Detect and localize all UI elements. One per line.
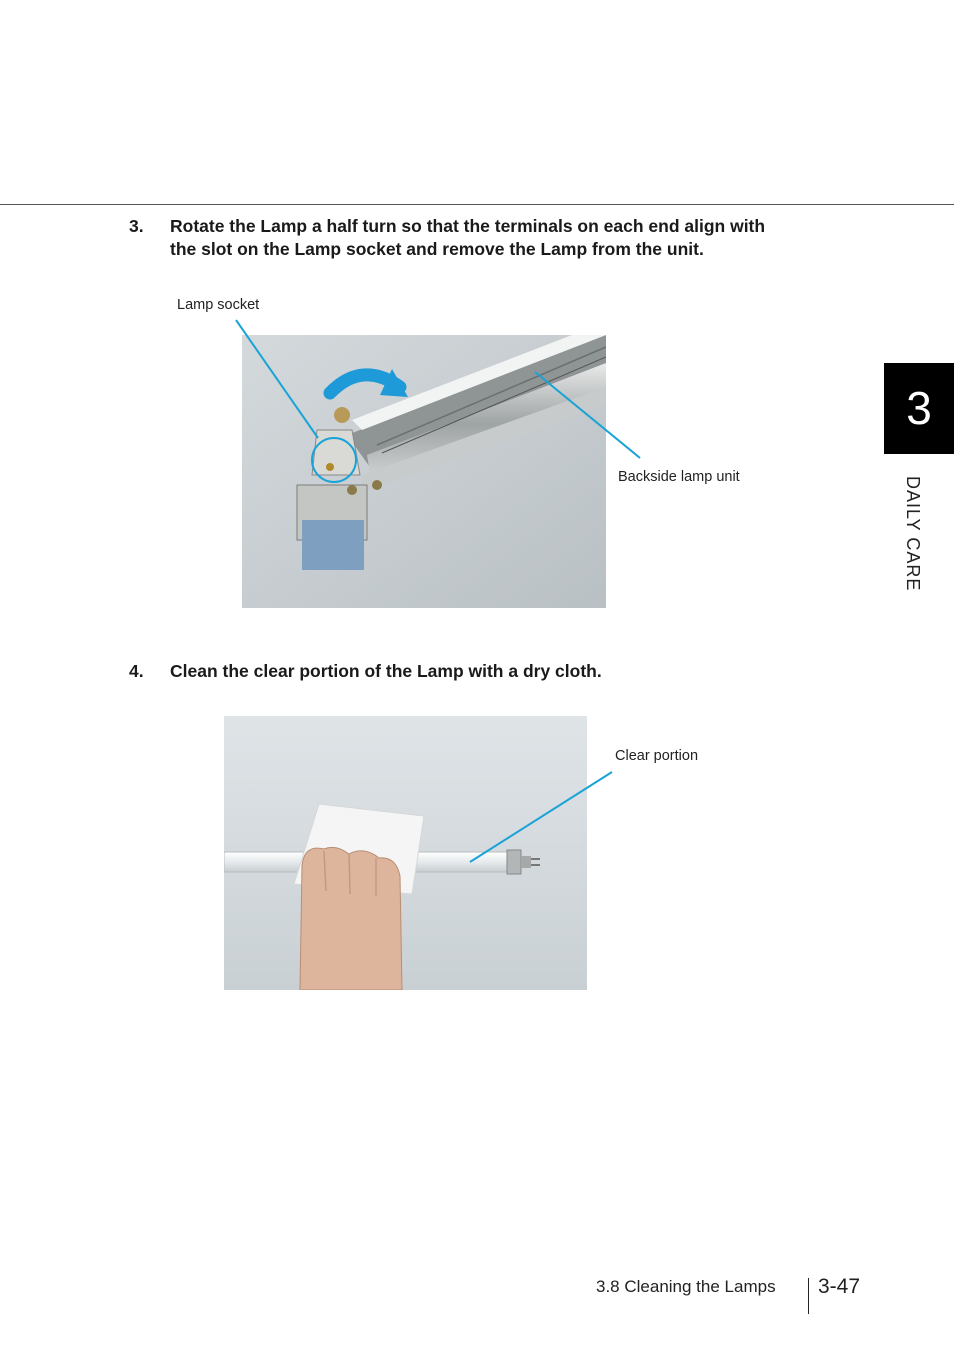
step-text-line-2: the slot on the Lamp socket and remove the Lamp from the unit. [170,239,704,259]
chapter-tab: 3 [884,363,954,454]
step-text-line-1: Rotate the Lamp a half turn so that the terminals on each end align with [170,216,766,236]
callout-backside-lamp-unit: Backside lamp unit [618,469,740,485]
step-number: 4. [129,661,144,681]
lamp-socket-leader-line [236,320,318,438]
footer-divider [808,1278,809,1314]
chapter-title: DAILY CARE [903,476,923,592]
step-number: 3. [129,216,144,236]
step-text-line-1: Clean the clear portion of the Lamp with a dry cloth. [170,661,602,681]
footer-section-title: 3.8 Cleaning the Lamps [596,1277,776,1296]
backside-lamp-unit-leader-line [535,372,640,458]
callout-lamp-socket: Lamp socket [177,297,260,313]
clear-portion-leader-line [470,772,612,862]
page-number: 3-47 [818,1275,861,1298]
callout-clear-portion: Clear portion [615,748,699,764]
